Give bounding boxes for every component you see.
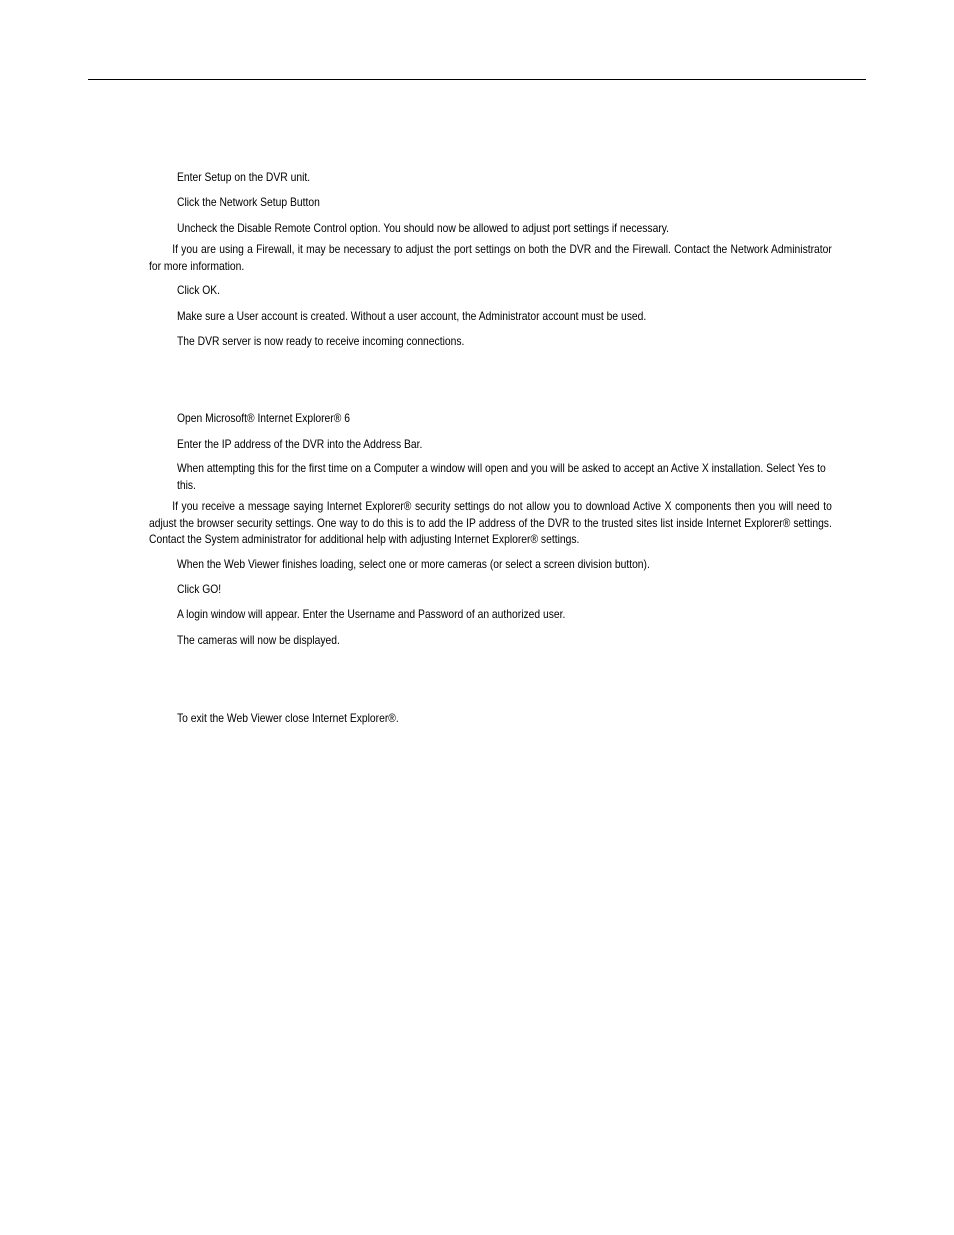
step-enter-ip: Enter the IP address of the DVR into the Address Bar. (177, 437, 423, 451)
step-enter-setup: Enter Setup on the DVR unit. (177, 170, 311, 184)
step-activex-install (177, 460, 832, 493)
step-cameras-displayed: The cameras will now be displayed. (177, 633, 340, 647)
step-exit-viewer: To exit the Web Viewer close Internet Explorer®. (177, 711, 399, 725)
step-click-ok: Click OK. (177, 283, 221, 297)
step-select-cameras: When the Web Viewer finishes loading, select one or more cameras (or select a screen division button). (177, 557, 650, 571)
step-server-ready: The DVR server is now ready to receive incoming connections. (177, 334, 465, 348)
firewall-note (149, 241, 832, 274)
step-uncheck-remote-control: Uncheck the Disable Remote Control option. You should now be allowed to adjust port settings if necessary. (177, 221, 670, 235)
header-rule (88, 79, 866, 80)
step-activex-install-text: When attempting this for the first time on a Computer a window will open and you will be asked to accept an Active X installation. Select Yes to this. (177, 461, 826, 492)
step-open-ie: Open Microsoft® Internet Explorer® 6 (177, 411, 350, 425)
firewall-note-text: If you are using a Firewall, it may be necessary to adjust the port settings on both the DVR and the Firewall. Contact the Network Administrator for more information. (149, 242, 832, 273)
step-network-setup: Click the Network Setup Button (177, 195, 320, 209)
step-login-window: A login window will appear. Enter the Username and Password of an authorized user. (177, 607, 566, 621)
ie-security-note (149, 498, 832, 548)
step-user-account: Make sure a User account is created. Without a user account, the Administrator account must be used. (177, 309, 647, 323)
step-click-go: Click GO! (177, 582, 222, 596)
ie-security-note-text: If you receive a message saying Internet Explorer® security settings do not allow you to download Active X components then you will need to adjust the browser security settings. One way to do this is to add the IP address of the DVR to the trusted sites list inside Internet Explorer® settings. Contact the System administrator for additional help with adjusting Internet Explorer® settings. (149, 499, 832, 546)
